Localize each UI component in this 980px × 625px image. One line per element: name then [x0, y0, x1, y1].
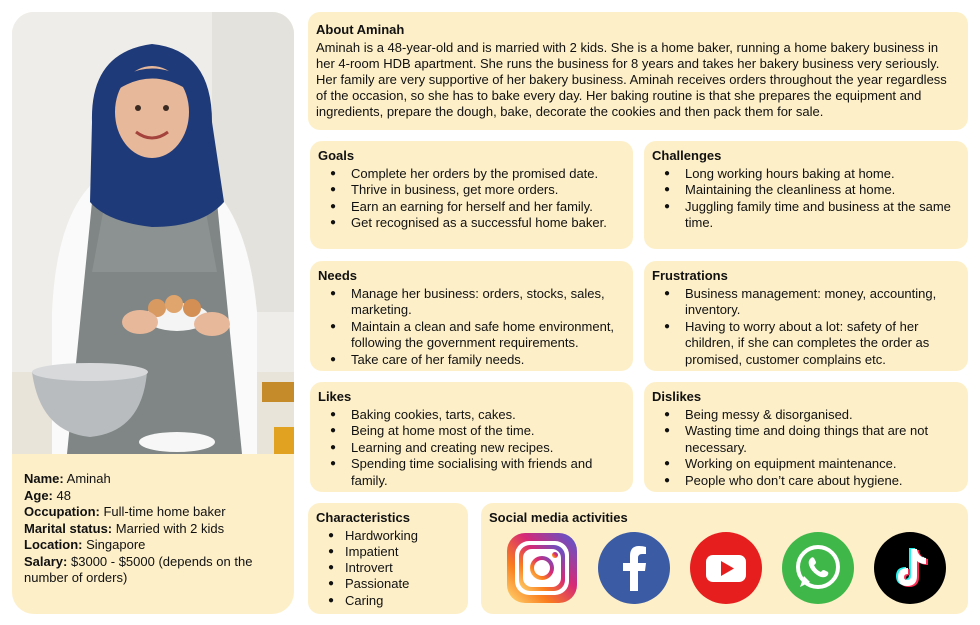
name-value: Aminah: [66, 471, 111, 486]
list-item: ● Manage her business: orders, stocks, sales, marketing.: [318, 286, 625, 319]
social-title: Social media activities: [489, 510, 628, 525]
list-item: ● Business management: money, accounting, inventory.: [652, 286, 960, 319]
tiktok-icon[interactable]: [873, 531, 947, 605]
characteristics-card: [308, 503, 468, 614]
list-item: ● Maintaining the cleanliness at home.: [652, 182, 960, 199]
challenges-card: [644, 141, 968, 249]
list-item: ● Thrive in business, get more orders.: [318, 182, 625, 199]
about-title: About Aminah: [316, 22, 405, 37]
list-item: ● Learning and creating new recipes.: [318, 440, 625, 457]
instagram-icon[interactable]: [505, 531, 579, 605]
goals-list: [318, 166, 625, 232]
list-item: ● Impatient: [316, 544, 460, 560]
list-item: ● Introvert: [316, 560, 460, 576]
youtube-icon[interactable]: [689, 531, 763, 605]
about-text: Aminah is a 48-year-old and is married with 2 kids. She is a home baker, running a home bakery business in her 4-room HDB apartment. She runs the business for 8 years and takes her bakery business very seriously. Her family are very supportive of her bakery business. Aminah receives orders throughout the year regardless of the occasion, so she has to bake every day. Her baking routine is that she prepares the equipment and ingredients, prepare the dough, bake, decorate the cookies and then pack them for sale.: [316, 39, 947, 120]
challenges-list: [652, 166, 960, 232]
name-row: Name: Aminah: [24, 471, 111, 486]
frustrations-list: [652, 286, 960, 369]
frustrations-card: [644, 261, 968, 371]
whatsapp-icon[interactable]: [781, 531, 855, 605]
needs-list: [318, 286, 625, 369]
goals-card: [310, 141, 633, 249]
location-value: Singapore: [86, 537, 146, 552]
salary-row: Salary: $3000 - $5000 (depends on the number of orders): [24, 553, 253, 585]
goals-title: Goals: [318, 148, 355, 163]
needs-title: Needs: [318, 268, 358, 283]
list-item: ● Being messy & disorganised.: [652, 407, 960, 424]
challenges-title: Challenges: [652, 148, 722, 163]
list-item: ● Spending time socialising with friends and family.: [318, 456, 625, 489]
profile-photo: [12, 12, 294, 454]
dislikes-card: [644, 382, 968, 492]
frustrations-title: Frustrations: [652, 268, 728, 283]
salary-value: $3000 - $5000 (depends on the number of orders): [24, 553, 253, 585]
list-item: ● Being at home most of the time.: [318, 423, 625, 440]
profile-card: [12, 12, 294, 614]
occupation-value: Full-time home baker: [103, 504, 226, 519]
location-row: Location: Singapore: [24, 537, 146, 552]
list-item: ● Juggling family time and business at the same time.: [652, 199, 960, 232]
list-item: ● Wasting time and doing things that are not necessary.: [652, 423, 960, 456]
likes-card: [310, 382, 633, 492]
occupation-row: Occupation: Full-time home baker: [24, 504, 226, 519]
likes-title: Likes: [318, 389, 352, 404]
list-item: ● Hardworking: [316, 528, 460, 544]
list-item: ● Baking cookies, tarts, cakes.: [318, 407, 625, 424]
list-item: ● Get recognised as a successful home baker.: [318, 215, 625, 232]
list-item: ● Passionate: [316, 576, 460, 592]
characteristics-list: [316, 528, 460, 609]
marital-row: Marital status: Married with 2 kids: [24, 520, 225, 536]
list-item: ● Maintain a clean and safe home environment, following the government requirements.: [318, 319, 625, 352]
social-card: [481, 503, 968, 614]
profile-info: [24, 471, 286, 587]
list-item: ● Complete her orders by the promised date.: [318, 166, 625, 183]
baker-illustration: [12, 12, 294, 454]
list-item: ● Take care of her family needs.: [318, 352, 625, 369]
characteristics-title: Characteristics: [316, 510, 410, 525]
dislikes-list: [652, 407, 960, 490]
list-item: ● Working on equipment maintenance.: [652, 456, 960, 473]
age-value: 48: [56, 487, 71, 503]
list-item: ● People who don’t care about hygiene.: [652, 473, 960, 490]
list-item: ● Long working hours baking at home.: [652, 166, 960, 183]
list-item: ● Having to worry about a lot: safety of her children, if she can completes the order as promised, customer complains etc.: [652, 319, 960, 369]
needs-card: [310, 261, 633, 371]
dislikes-title: Dislikes: [652, 389, 702, 404]
likes-list: [318, 407, 625, 490]
age-row: Age: 48: [24, 487, 71, 503]
list-item: ● Caring: [316, 593, 460, 609]
marital-value: Married with 2 kids: [115, 520, 225, 536]
social-icons: [501, 531, 961, 607]
list-item: ● Earn an earning for herself and her family.: [318, 199, 625, 216]
about-card: [308, 12, 968, 130]
facebook-icon[interactable]: [597, 531, 671, 605]
